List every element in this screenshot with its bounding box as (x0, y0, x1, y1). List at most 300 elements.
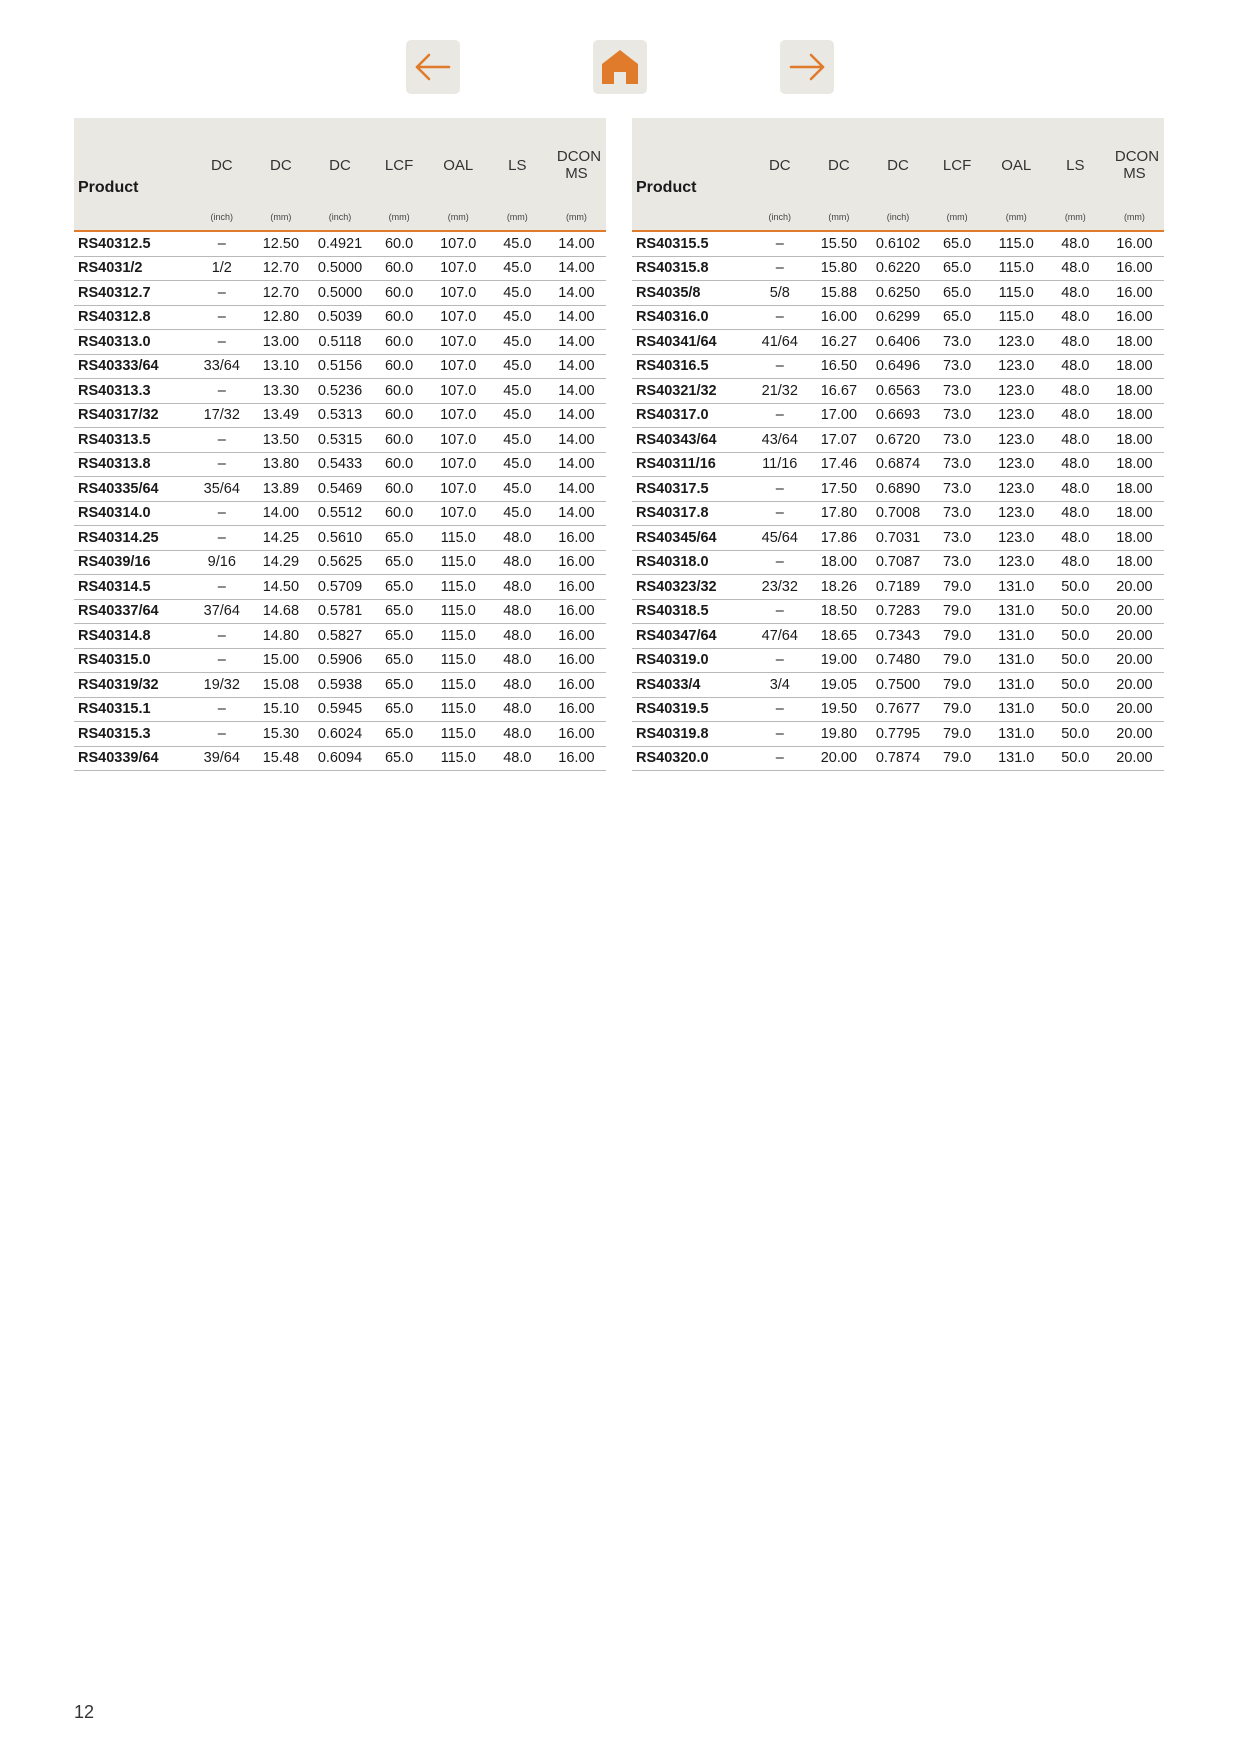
column-header: DC (251, 118, 310, 212)
table-cell: 16.00 (547, 575, 606, 600)
table-cell: – (750, 477, 809, 502)
table-cell: 15.48 (251, 746, 310, 771)
column-header: DCON MS (1105, 118, 1164, 212)
table-cell: 73.0 (928, 428, 987, 453)
table-cell: – (750, 354, 809, 379)
column-unit: (inch) (868, 212, 927, 231)
table-row (74, 403, 606, 428)
table-cell: 50.0 (1046, 722, 1105, 747)
table-cell: 48.0 (488, 648, 547, 673)
table-row (632, 648, 1164, 673)
table-cell: 0.5315 (310, 428, 369, 453)
table-cell: 115.0 (429, 697, 488, 722)
table-cell: 15.08 (251, 673, 310, 698)
table-cell: 79.0 (928, 624, 987, 649)
table-cell: 16.50 (809, 354, 868, 379)
product-code-cell: RS40314.5 (74, 575, 192, 600)
page-number: 12 (74, 1702, 95, 1722)
table-cell: 20.00 (1105, 746, 1164, 771)
product-table-right (632, 118, 1164, 771)
table-cell: 65.0 (370, 722, 429, 747)
table-cell: 45.0 (488, 231, 547, 256)
table-row (632, 550, 1164, 575)
table-cell: 60.0 (370, 231, 429, 256)
column-unit: (mm) (1105, 212, 1164, 231)
table-cell: 65.0 (370, 526, 429, 551)
table-cell: 65.0 (370, 599, 429, 624)
table-cell: 0.6250 (868, 281, 927, 306)
table-row (74, 526, 606, 551)
column-header: OAL (429, 118, 488, 212)
table-cell: 48.0 (488, 746, 547, 771)
table-cell: 48.0 (1046, 428, 1105, 453)
product-code-cell: RS40335/64 (74, 477, 192, 502)
table-row (74, 501, 606, 526)
product-code-cell: RS40333/64 (74, 354, 192, 379)
table-cell: 48.0 (488, 697, 547, 722)
table-cell: 73.0 (928, 354, 987, 379)
table-cell: 0.5039 (310, 305, 369, 330)
table-cell: 107.0 (429, 281, 488, 306)
table-cell: 45.0 (488, 428, 547, 453)
table-cell: 14.00 (547, 379, 606, 404)
table-cell: 0.5709 (310, 575, 369, 600)
table-cell: 15.50 (809, 231, 868, 256)
table-cell: 18.00 (1105, 354, 1164, 379)
table-cell: 48.0 (1046, 550, 1105, 575)
product-code-cell: RS40323/32 (632, 575, 750, 600)
product-code-cell: RS40315.3 (74, 722, 192, 747)
table-cell: 16.00 (547, 599, 606, 624)
table-cell: 65.0 (928, 256, 987, 281)
table-cell: 18.00 (809, 550, 868, 575)
table-row (74, 722, 606, 747)
table-cell: 0.6496 (868, 354, 927, 379)
table-cell: 33/64 (192, 354, 251, 379)
table-cell: – (750, 305, 809, 330)
table-cell: 48.0 (1046, 354, 1105, 379)
table-cell: 45.0 (488, 305, 547, 330)
table-cell: 131.0 (987, 673, 1046, 698)
table-cell: – (192, 281, 251, 306)
table-cell: 0.5156 (310, 354, 369, 379)
table-cell: 45.0 (488, 256, 547, 281)
table-cell: 123.0 (987, 403, 1046, 428)
table-cell: 19/32 (192, 673, 251, 698)
table-cell: 60.0 (370, 477, 429, 502)
table-cell: 11/16 (750, 452, 809, 477)
table-cell: 39/64 (192, 746, 251, 771)
table-row (632, 697, 1164, 722)
home-button[interactable] (593, 40, 647, 94)
column-header: LS (488, 118, 547, 212)
table-cell: 14.80 (251, 624, 310, 649)
table-cell: 48.0 (1046, 477, 1105, 502)
table-cell: 60.0 (370, 256, 429, 281)
table-cell: 0.6094 (310, 746, 369, 771)
table-cell: 115.0 (987, 281, 1046, 306)
table-cell: 18.00 (1105, 330, 1164, 355)
product-code-cell: RS40315.8 (632, 256, 750, 281)
arrow-left-icon (413, 52, 453, 82)
product-code-cell: RS40345/64 (632, 526, 750, 551)
product-code-cell: RS40319.8 (632, 722, 750, 747)
table-cell: 14.00 (547, 428, 606, 453)
product-code-cell: RS40319.0 (632, 648, 750, 673)
table-cell: 0.6102 (868, 231, 927, 256)
table-cell: 115.0 (987, 231, 1046, 256)
column-header: Product (74, 118, 192, 212)
table-cell: – (192, 501, 251, 526)
table-cell: 123.0 (987, 330, 1046, 355)
column-unit: (mm) (547, 212, 606, 231)
table-cell: 14.00 (547, 452, 606, 477)
table-row (632, 599, 1164, 624)
product-code-cell: RS4031/2 (74, 256, 192, 281)
arrow-right-icon (787, 52, 827, 82)
table-cell: 131.0 (987, 697, 1046, 722)
table-cell: 115.0 (987, 305, 1046, 330)
table-cell: 107.0 (429, 452, 488, 477)
table-cell: 115.0 (429, 746, 488, 771)
table-cell: 12.80 (251, 305, 310, 330)
table-cell: 107.0 (429, 403, 488, 428)
table-cell: 48.0 (1046, 330, 1105, 355)
column-header: DC (192, 118, 251, 212)
table-row (74, 550, 606, 575)
table-cell: 0.5512 (310, 501, 369, 526)
table-cell: 15.00 (251, 648, 310, 673)
table-cell: 115.0 (429, 722, 488, 747)
product-code-cell: RS40314.25 (74, 526, 192, 551)
table-cell: 50.0 (1046, 648, 1105, 673)
table-cell: 131.0 (987, 648, 1046, 673)
table-cell: – (750, 648, 809, 673)
table-row (632, 673, 1164, 698)
table-cell: 50.0 (1046, 624, 1105, 649)
table-cell: 13.50 (251, 428, 310, 453)
table-cell: 123.0 (987, 354, 1046, 379)
table-row (74, 746, 606, 771)
table-cell: 12.70 (251, 256, 310, 281)
table-cell: 20.00 (1105, 624, 1164, 649)
product-code-cell: RS4035/8 (632, 281, 750, 306)
table-row (632, 477, 1164, 502)
table-cell: 131.0 (987, 624, 1046, 649)
table-cell: 115.0 (429, 599, 488, 624)
table-cell: – (192, 624, 251, 649)
table-row (632, 746, 1164, 771)
table-cell: 16.67 (809, 379, 868, 404)
table-cell: 65.0 (928, 305, 987, 330)
table-cell: 16.00 (1105, 231, 1164, 256)
table-cell: 0.7500 (868, 673, 927, 698)
table-cell: 107.0 (429, 428, 488, 453)
table-cell: – (192, 231, 251, 256)
table-cell: 17.80 (809, 501, 868, 526)
table-cell: 60.0 (370, 403, 429, 428)
product-code-cell: RS40314.8 (74, 624, 192, 649)
table-cell: – (192, 575, 251, 600)
table-cell: 48.0 (1046, 379, 1105, 404)
table-cell: 16.00 (547, 722, 606, 747)
table-row (74, 305, 606, 330)
table-row (632, 281, 1164, 306)
table-cell: – (192, 697, 251, 722)
column-unit: (inch) (310, 212, 369, 231)
table-cell: 131.0 (987, 575, 1046, 600)
table-cell: 79.0 (928, 575, 987, 600)
table-cell: 65.0 (370, 550, 429, 575)
table-cell: 0.6693 (868, 403, 927, 428)
product-code-cell: RS4039/16 (74, 550, 192, 575)
column-header: LS (1046, 118, 1105, 212)
table-cell: 45.0 (488, 501, 547, 526)
table-cell: 14.00 (547, 501, 606, 526)
table-cell: 0.5906 (310, 648, 369, 673)
product-code-cell: RS40347/64 (632, 624, 750, 649)
table-cell: 0.5118 (310, 330, 369, 355)
table-cell: 65.0 (370, 697, 429, 722)
product-code-cell: RS40318.5 (632, 599, 750, 624)
table-cell: 18.00 (1105, 477, 1164, 502)
table-row (632, 428, 1164, 453)
table-row (74, 256, 606, 281)
table-row (74, 281, 606, 306)
table-cell: 45.0 (488, 379, 547, 404)
column-unit: (mm) (429, 212, 488, 231)
table-cell: 20.00 (1105, 722, 1164, 747)
table-cell: 16.00 (547, 673, 606, 698)
table-cell: 21/32 (750, 379, 809, 404)
table-cell: 48.0 (488, 673, 547, 698)
table-row (632, 526, 1164, 551)
table-cell: 107.0 (429, 256, 488, 281)
table-cell: 48.0 (1046, 452, 1105, 477)
table-cell: 18.00 (1105, 428, 1164, 453)
table-cell: 13.80 (251, 452, 310, 477)
table-cell: 43/64 (750, 428, 809, 453)
table-cell: 48.0 (1046, 281, 1105, 306)
table-cell: 16.00 (547, 550, 606, 575)
table-cell: 48.0 (488, 624, 547, 649)
table-cell: 0.7283 (868, 599, 927, 624)
table-cell: 123.0 (987, 452, 1046, 477)
table-cell: 65.0 (370, 648, 429, 673)
table-cell: 3/4 (750, 673, 809, 698)
table-cell: 17.50 (809, 477, 868, 502)
table-cell: 48.0 (488, 526, 547, 551)
table-cell: 65.0 (370, 575, 429, 600)
table-row (74, 379, 606, 404)
table-cell: 60.0 (370, 379, 429, 404)
table-cell: 45.0 (488, 452, 547, 477)
table-cell: 23/32 (750, 575, 809, 600)
table-cell: 20.00 (1105, 697, 1164, 722)
table-cell: 16.00 (809, 305, 868, 330)
table-cell: 107.0 (429, 330, 488, 355)
table-cell: – (750, 403, 809, 428)
column-header: DCON MS (547, 118, 606, 212)
table-row (632, 501, 1164, 526)
table-row (74, 330, 606, 355)
table-cell: 9/16 (192, 550, 251, 575)
table-cell: 19.05 (809, 673, 868, 698)
product-code-cell: RS40313.8 (74, 452, 192, 477)
product-code-cell: RS40315.0 (74, 648, 192, 673)
table-cell: 14.00 (547, 330, 606, 355)
table-cell: 14.00 (547, 354, 606, 379)
table-cell: 0.6406 (868, 330, 927, 355)
table-cell: 35/64 (192, 477, 251, 502)
table-cell: 115.0 (987, 256, 1046, 281)
table-cell: 15.80 (809, 256, 868, 281)
prev-page-button[interactable] (406, 40, 460, 94)
table-cell: 45.0 (488, 330, 547, 355)
table-cell: 14.00 (547, 477, 606, 502)
table-cell: 0.5938 (310, 673, 369, 698)
table-cell: 18.00 (1105, 526, 1164, 551)
table-cell: 0.4921 (310, 231, 369, 256)
table-cell: 50.0 (1046, 746, 1105, 771)
product-code-cell: RS40312.5 (74, 231, 192, 256)
table-row (74, 575, 606, 600)
table-cell: – (750, 697, 809, 722)
table-cell: 73.0 (928, 550, 987, 575)
column-unit: (mm) (488, 212, 547, 231)
table-cell: 60.0 (370, 281, 429, 306)
table-cell: 73.0 (928, 477, 987, 502)
table-cell: 45.0 (488, 477, 547, 502)
table-cell: 17.00 (809, 403, 868, 428)
table-cell: 18.26 (809, 575, 868, 600)
product-code-cell: RS40313.3 (74, 379, 192, 404)
table-cell: 15.88 (809, 281, 868, 306)
table-cell: 123.0 (987, 379, 1046, 404)
table-cell: 107.0 (429, 477, 488, 502)
table-cell: 0.7343 (868, 624, 927, 649)
table-row (632, 231, 1164, 256)
table-cell: 13.10 (251, 354, 310, 379)
column-unit: (mm) (251, 212, 310, 231)
table-cell: – (192, 722, 251, 747)
table-cell: 123.0 (987, 477, 1046, 502)
table-cell: 14.68 (251, 599, 310, 624)
column-header: DC (868, 118, 927, 212)
table-cell: 0.6720 (868, 428, 927, 453)
product-code-cell: RS40316.0 (632, 305, 750, 330)
table-cell: 20.00 (809, 746, 868, 771)
column-header: DC (809, 118, 868, 212)
table-cell: 12.50 (251, 231, 310, 256)
table-cell: 107.0 (429, 501, 488, 526)
table-cell: – (192, 452, 251, 477)
column-header: LCF (928, 118, 987, 212)
product-code-cell: RS40339/64 (74, 746, 192, 771)
column-header: DC (310, 118, 369, 212)
table-cell: 115.0 (429, 575, 488, 600)
product-code-cell: RS40317/32 (74, 403, 192, 428)
column-header: LCF (370, 118, 429, 212)
product-table-left (74, 118, 606, 771)
table-cell: 17.46 (809, 452, 868, 477)
column-header: Product (632, 118, 750, 212)
product-code-cell: RS40319/32 (74, 673, 192, 698)
table-cell: 79.0 (928, 697, 987, 722)
table-cell: 48.0 (1046, 305, 1105, 330)
table-cell: 48.0 (1046, 256, 1105, 281)
table-cell: 0.5827 (310, 624, 369, 649)
table-cell: 0.6299 (868, 305, 927, 330)
table-cell: 13.49 (251, 403, 310, 428)
table-cell: 14.50 (251, 575, 310, 600)
column-unit: (mm) (1046, 212, 1105, 231)
table-row (632, 379, 1164, 404)
table-cell: – (750, 231, 809, 256)
table-cell: 18.00 (1105, 452, 1164, 477)
table-cell: 115.0 (429, 673, 488, 698)
table-cell: 20.00 (1105, 575, 1164, 600)
column-unit: (inch) (750, 212, 809, 231)
table-cell: 14.29 (251, 550, 310, 575)
table-cell: – (192, 526, 251, 551)
table-cell: 50.0 (1046, 599, 1105, 624)
table-cell: 60.0 (370, 354, 429, 379)
table-cell: 0.6220 (868, 256, 927, 281)
table-cell: 16.00 (1105, 281, 1164, 306)
table-cell: 14.00 (251, 501, 310, 526)
table-cell: 19.00 (809, 648, 868, 673)
next-page-button[interactable] (780, 40, 834, 94)
table-cell: – (192, 648, 251, 673)
table-cell: 123.0 (987, 550, 1046, 575)
table-cell: 48.0 (488, 550, 547, 575)
table-cell: 107.0 (429, 379, 488, 404)
table-cell: 45.0 (488, 354, 547, 379)
product-code-cell: RS40315.1 (74, 697, 192, 722)
table-cell: 45/64 (750, 526, 809, 551)
table-cell: 0.5000 (310, 281, 369, 306)
column-header: OAL (987, 118, 1046, 212)
table-cell: 0.7087 (868, 550, 927, 575)
column-unit: (mm) (928, 212, 987, 231)
table-cell: 14.00 (547, 281, 606, 306)
table-cell: 50.0 (1046, 673, 1105, 698)
table-cell: 60.0 (370, 428, 429, 453)
table-cell: 16.00 (547, 624, 606, 649)
table-cell: 16.00 (547, 526, 606, 551)
table-cell: – (192, 330, 251, 355)
product-code-cell: RS40315.5 (632, 231, 750, 256)
product-code-cell: RS40313.5 (74, 428, 192, 453)
table-cell: 16.27 (809, 330, 868, 355)
table-cell: 73.0 (928, 501, 987, 526)
table-cell: 14.00 (547, 403, 606, 428)
table-cell: 65.0 (928, 281, 987, 306)
table-cell: 0.7189 (868, 575, 927, 600)
product-code-cell: RS40317.8 (632, 501, 750, 526)
product-code-cell: RS40321/32 (632, 379, 750, 404)
table-row (632, 305, 1164, 330)
table-cell: 73.0 (928, 526, 987, 551)
table-cell: 60.0 (370, 305, 429, 330)
table-cell: 73.0 (928, 403, 987, 428)
product-code-cell: RS40343/64 (632, 428, 750, 453)
table-cell: 0.6024 (310, 722, 369, 747)
table-row (632, 403, 1164, 428)
column-header: DC (750, 118, 809, 212)
column-unit: (inch) (192, 212, 251, 231)
